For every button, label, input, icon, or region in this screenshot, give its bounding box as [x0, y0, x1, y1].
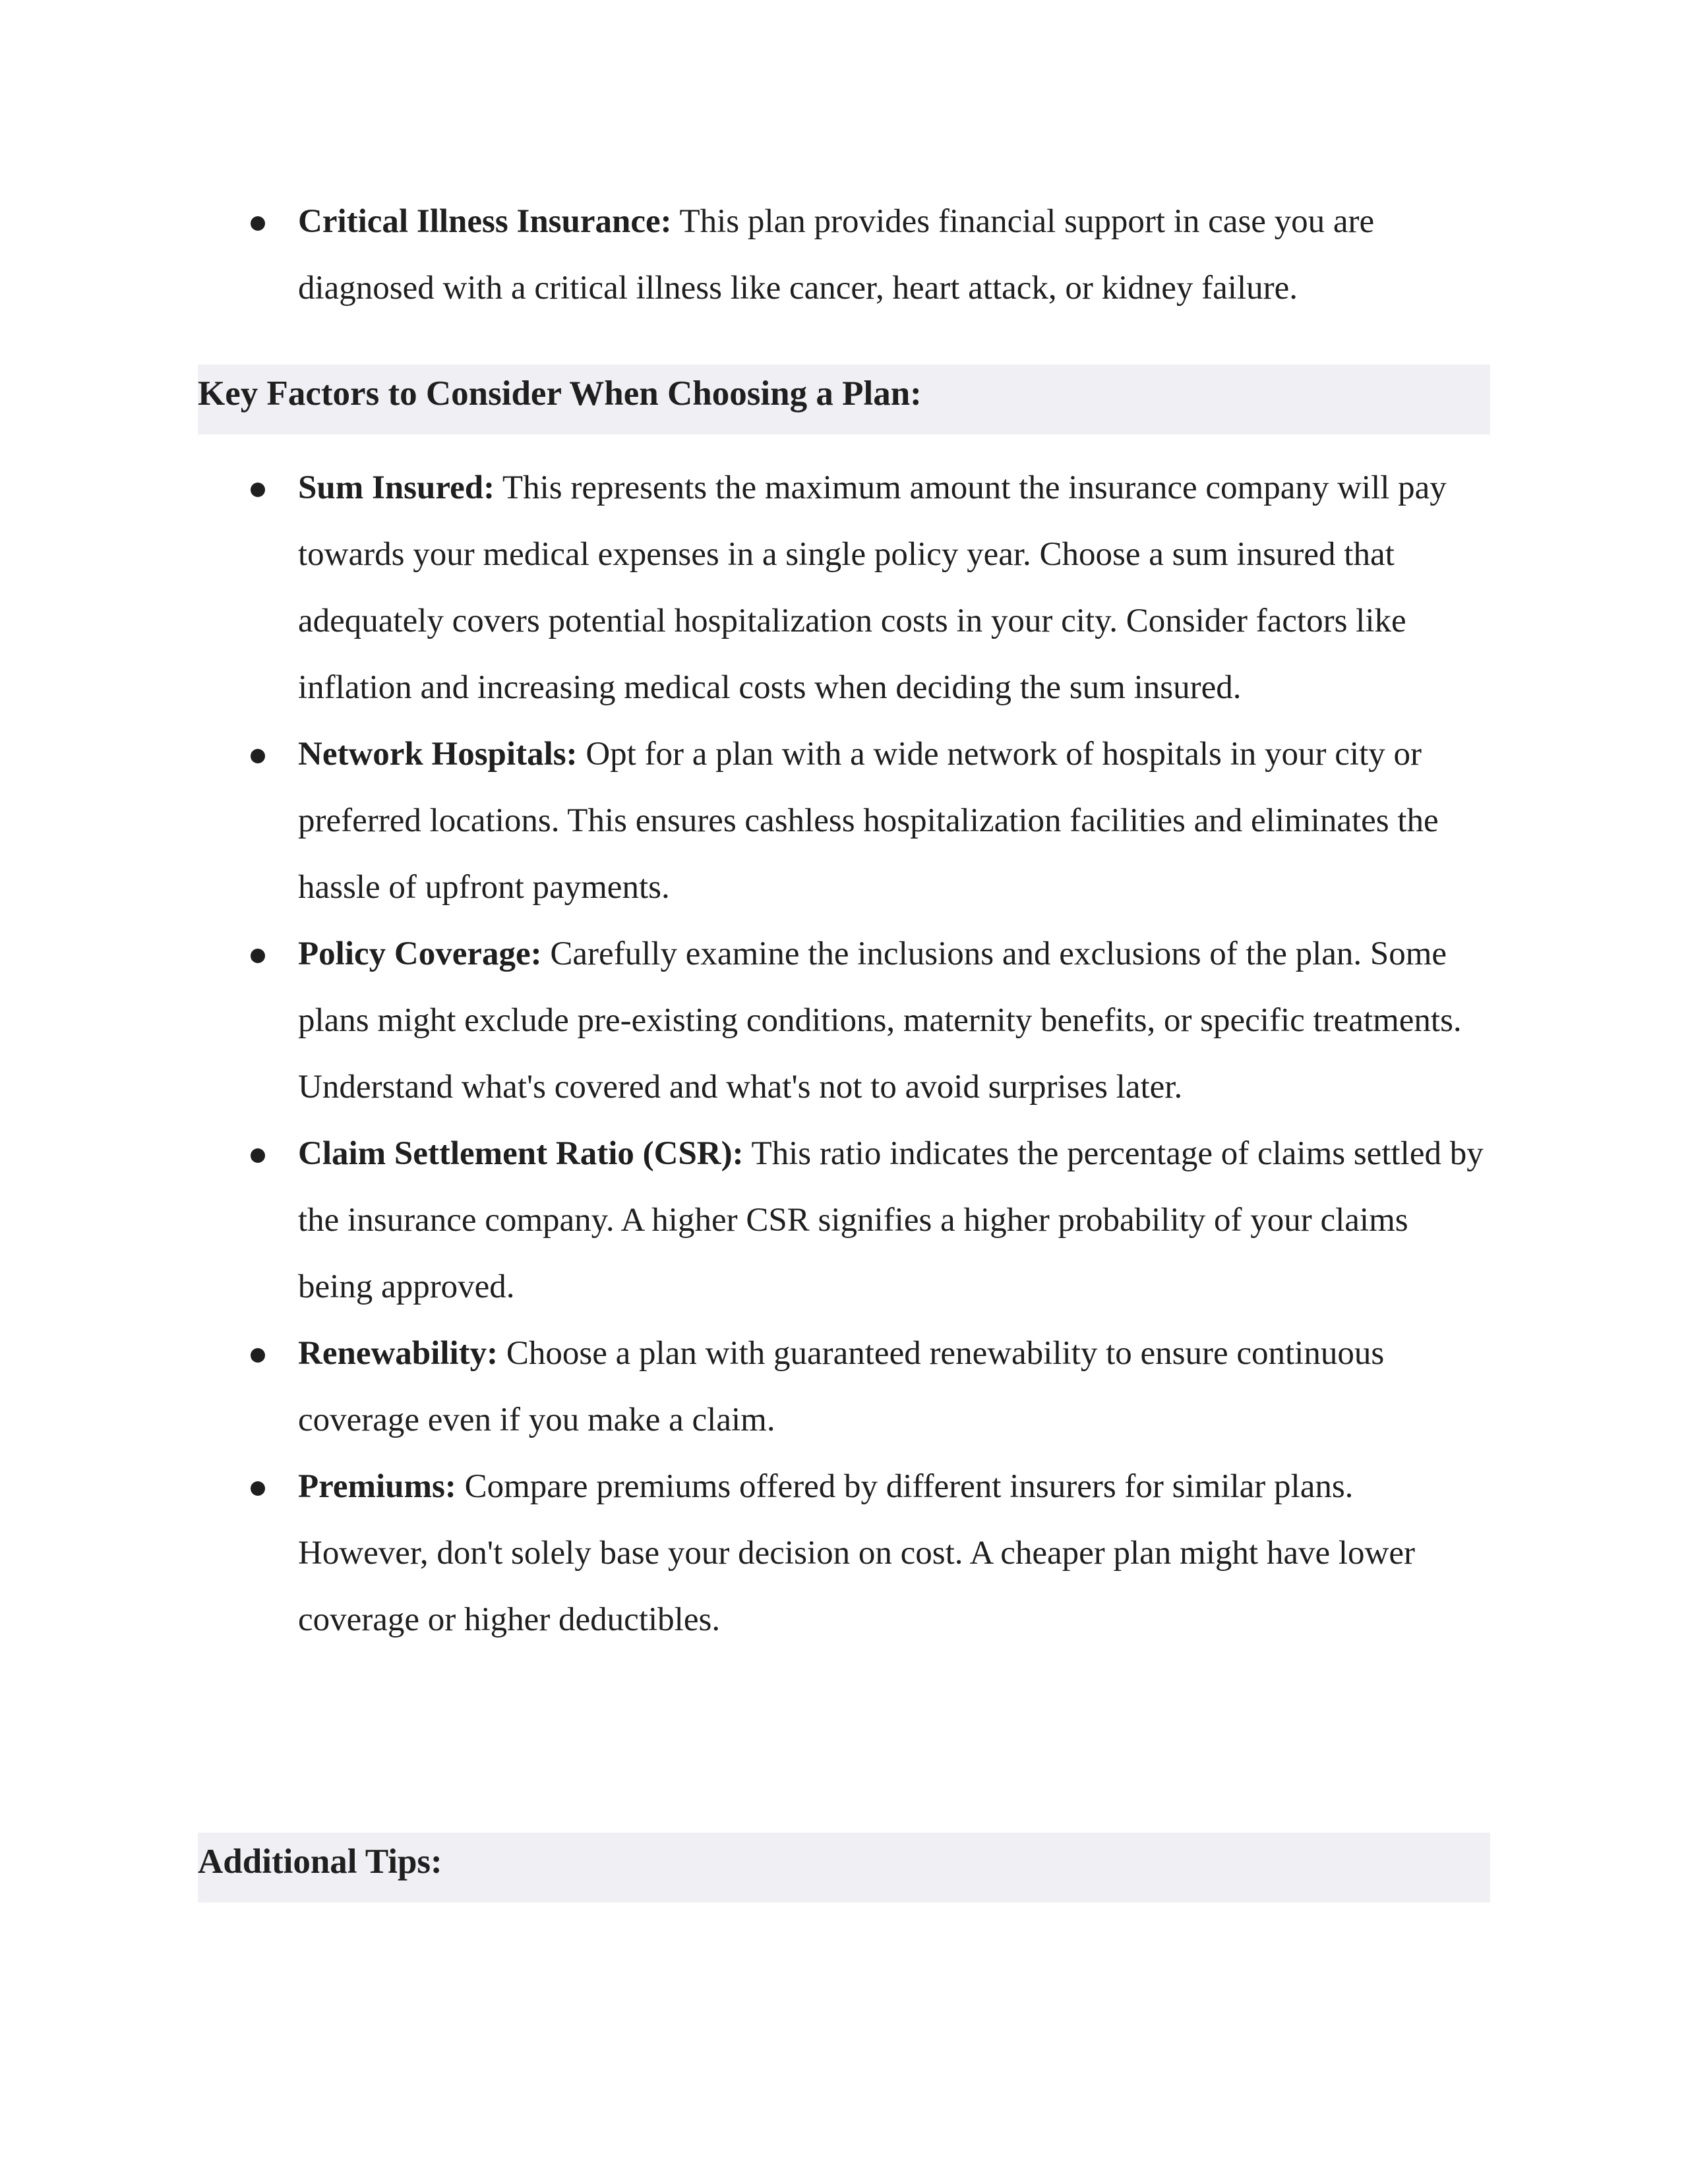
list-item: [198, 1121, 1490, 1320]
list-item-term: Network Hospitals:: [298, 736, 578, 773]
list-item-term: Renewability:: [298, 1335, 498, 1372]
bullet-icon: [251, 949, 265, 963]
bullet-icon: [251, 1348, 265, 1363]
list-item-text: Carefully examine the inclusions and exclusions of the plan. Some plans might exclude pre-existing conditions, maternity benefits, or specific treatments. Understand what's covered and what's not to avoid surprises later.: [298, 935, 1462, 1106]
list-item-term: Sum Insured:: [298, 469, 495, 506]
bullet-icon: [251, 483, 265, 497]
list-item-text: This plan provides financial support in case you are diagnosed with a critical illness like cancer, heart attack, or kidney failure.: [298, 203, 1375, 307]
bullet-icon: [251, 1481, 265, 1496]
list-item-term: Premiums:: [298, 1468, 456, 1505]
list-item-term: Claim Settlement Ratio (CSR):: [298, 1135, 744, 1172]
section-heading-additional-tips: Additional Tips:: [198, 1833, 1490, 1903]
list-item: [198, 721, 1490, 921]
intro-bullet-list: [198, 189, 1490, 322]
list-item-text: Compare premiums offered by different insurers for similar plans. However, don't solely base your decision on cost. A cheaper plan might have lower coverage or higher deductibles.: [298, 1468, 1415, 1638]
list-item-text: Choose a plan with guaranteed renewability to ensure continuous coverage even if you make a claim.: [298, 1335, 1385, 1438]
list-item: [198, 455, 1490, 721]
key-factors-list: [198, 455, 1490, 1653]
bullet-icon: [251, 216, 265, 231]
list-item: [198, 1454, 1490, 1653]
list-item-text: This ratio indicates the percentage of claims settled by the insurance company. A higher CSR signifies a higher probability of your claims being approved.: [298, 1135, 1484, 1305]
section-heading-key-factors: Key Factors to Consider When Choosing a Plan:: [198, 365, 1490, 434]
list-item-term: Policy Coverage:: [298, 935, 542, 972]
bullet-icon: [251, 1148, 265, 1163]
list-item-text: This represents the maximum amount the insurance company will pay towards your medical expenses in a single policy year. Choose a sum insured that adequately covers potential hospitalization costs in your city. Consider factors like inflation and increasing medical costs when deciding the sum insured.: [298, 469, 1447, 706]
list-item: [198, 1320, 1490, 1454]
list-item-term: Critical Illness Insurance:: [298, 203, 672, 240]
list-item: [198, 921, 1490, 1121]
list-item-text: Opt for a plan with a wide network of hospitals in your city or preferred locations. This ensures cashless hospitalization facilities and eliminates the hassle of upfront payments.: [298, 736, 1439, 906]
list-item: [198, 189, 1490, 322]
bullet-icon: [251, 749, 265, 763]
